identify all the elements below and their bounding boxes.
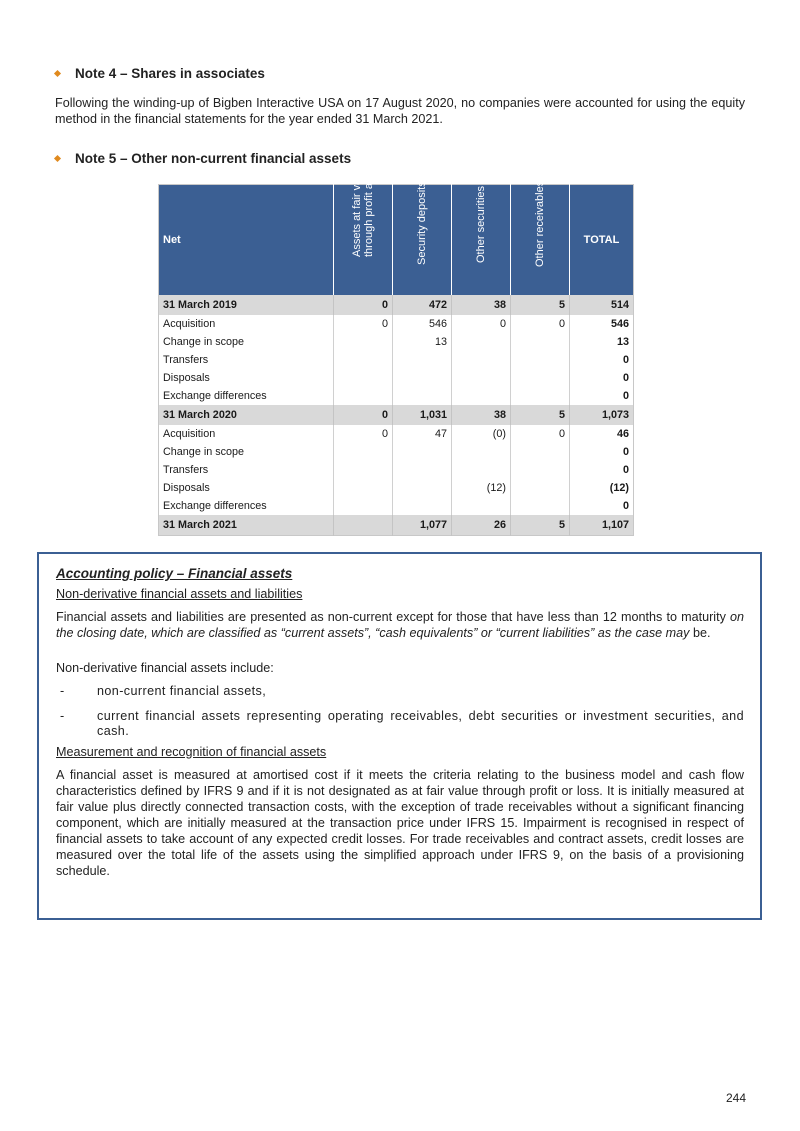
- cell-fair-value: [334, 479, 393, 497]
- row-label: 31 March 2021: [159, 515, 334, 536]
- note-5-heading: [55, 151, 351, 166]
- cell-other-receivables: [511, 351, 570, 369]
- row-label: Change in scope: [159, 443, 334, 461]
- cell-total: 546: [610, 318, 629, 330]
- accounting-policy-box: [37, 552, 762, 920]
- cell-other-receivables: [511, 461, 570, 479]
- cell-other-receivables: [511, 479, 570, 497]
- cell-other-securities: (0): [452, 425, 511, 443]
- col-header-other-receivables: [511, 180, 570, 296]
- row-label: Exchange differences: [159, 387, 334, 405]
- table-row: [159, 497, 634, 515]
- list-item: [56, 709, 744, 740]
- policy-p1-italic: on the closing date, which are classified as “current assets”, “cash equivalents” or “current liabilities” as the case may: [56, 610, 745, 640]
- table-row-subtotal: [159, 405, 634, 425]
- cell-fair-value: [334, 497, 393, 515]
- cell-total: 1,107: [570, 515, 634, 536]
- cell-total: 0: [622, 464, 629, 476]
- cell-other-securities: [452, 387, 511, 405]
- dash-bullet: -: [60, 684, 65, 698]
- table-row-subtotal: [159, 295, 634, 315]
- cell-fair-value: 0: [334, 315, 393, 333]
- cell-security-deposits: [393, 461, 452, 479]
- policy-subheading-measurement: Measurement and recognition of financial assets: [56, 744, 327, 759]
- cell-fair-value: [334, 443, 393, 461]
- policy-title: Accounting policy – Financial assets: [56, 566, 293, 581]
- col-header-security-deposits-text: Security deposits: [416, 181, 428, 265]
- cell-other-receivables: 5: [511, 405, 570, 425]
- cell-fair-value: 0: [334, 295, 393, 315]
- cell-other-receivables: 5: [511, 295, 570, 315]
- col-header-security-deposits: [393, 181, 452, 296]
- note-5-heading-text: Note 5 – Other non-current financial assets: [75, 151, 352, 166]
- cell-security-deposits: 1,077: [393, 515, 452, 536]
- page-number: 244: [725, 1091, 746, 1105]
- cell-other-securities: [452, 369, 511, 387]
- cell-other-receivables: [511, 497, 570, 515]
- cell-other-securities: 38: [452, 295, 511, 315]
- col-header-net: Net: [159, 185, 334, 296]
- cell-total: (12): [609, 482, 629, 494]
- cell-security-deposits: 1,031: [393, 405, 452, 425]
- policy-paragraph-measurement: A financial asset is measured at amortised cost if it meets the criteria relating to the business model and cash flow characteristics defined by IFRS 9 and if it is not designated as at fair value through profit or loss. It is initially measured at fair value plus directly connected transaction costs, with the exception of trade receivables without a significant financing component, which are initially measured at the transaction price under IFRS 15. Impairment is recognised in respect of financial assets to take account of any expected credit losses. For trade receivables and contract assets, credit losses are measured over the total life of the assets using the simplified approach under IFRS 9, on the basis of a provisioning schedule.: [56, 767, 744, 878]
- policy-paragraph-include: Non-derivative financial assets include:: [56, 661, 274, 675]
- cell-total: 0: [622, 446, 629, 458]
- cell-total: 0: [622, 500, 629, 512]
- policy-list: [56, 684, 744, 740]
- row-label: Exchange differences: [159, 497, 334, 515]
- cell-other-receivables: 0: [511, 315, 570, 333]
- col-header-other-receivables-text: Other receivables: [534, 180, 546, 267]
- cell-fair-value: [334, 387, 393, 405]
- cell-total: 1,073: [570, 405, 634, 425]
- cell-security-deposits: 546: [393, 315, 452, 333]
- cell-other-securities: 38: [452, 405, 511, 425]
- row-label: Disposals: [159, 479, 334, 497]
- table-row-subtotal: [159, 515, 634, 536]
- policy-paragraph-classification: [56, 609, 744, 641]
- cell-fair-value: 0: [334, 425, 393, 443]
- note-4-heading-text: Note 4 – Shares in associates: [75, 66, 265, 81]
- cell-other-receivables: [511, 369, 570, 387]
- col-header-total: TOTAL: [570, 185, 634, 296]
- col-header-other-securities: [452, 185, 511, 296]
- cell-other-securities: [452, 443, 511, 461]
- note-4-paragraph: Following the winding-up of Bigben Interactive USA on 17 August 2020, no companies were accounted for using the equity method in the financial statements for the year ended 31 March 2021.: [55, 96, 745, 126]
- row-label: Acquisition: [159, 425, 334, 443]
- cell-security-deposits: 13: [393, 333, 452, 351]
- row-label: Disposals: [159, 369, 334, 387]
- cell-fair-value: [334, 333, 393, 351]
- cell-security-deposits: [393, 443, 452, 461]
- cell-other-securities: [452, 351, 511, 369]
- col-header-other-securities-text: Other securities: [475, 185, 487, 263]
- cell-security-deposits: 47: [393, 425, 452, 443]
- dash-bullet: -: [60, 708, 65, 723]
- table-row: [159, 461, 634, 479]
- list-item-text: non-current financial assets,: [97, 684, 267, 698]
- table-row: [159, 479, 634, 497]
- table-row: [159, 443, 634, 461]
- cell-other-securities: [452, 497, 511, 515]
- cell-total: 0: [622, 354, 629, 366]
- table-row: [159, 369, 634, 387]
- cell-other-securities: (12): [452, 479, 511, 497]
- row-label: 31 March 2020: [159, 405, 334, 425]
- col-header-fair-value: [334, 148, 393, 296]
- note-4-heading: [55, 66, 265, 81]
- table-row: [159, 315, 634, 333]
- row-label: Change in scope: [159, 333, 334, 351]
- cell-fair-value: [334, 369, 393, 387]
- row-label: Transfers: [159, 461, 334, 479]
- list-item: [56, 684, 744, 700]
- cell-other-receivables: [511, 443, 570, 461]
- cell-security-deposits: [393, 351, 452, 369]
- cell-other-securities: 0: [452, 315, 511, 333]
- row-label: Acquisition: [159, 315, 334, 333]
- diamond-bullet-icon: [54, 155, 61, 162]
- table-row: [159, 333, 634, 351]
- policy-p1-normal: Financial assets and liabilities are presented as non-current except for those that have less than 12 months to maturity: [56, 610, 726, 624]
- cell-other-securities: [452, 461, 511, 479]
- cell-fair-value: [334, 461, 393, 479]
- policy-subheading-non-derivative: Non-derivative financial assets and liabilities: [56, 587, 303, 601]
- cell-fair-value: [334, 351, 393, 369]
- cell-security-deposits: [393, 387, 452, 405]
- list-item-text: current financial assets representing operating receivables, debt securities or investment securities, and cash.: [97, 708, 744, 738]
- cell-total: 514: [570, 295, 634, 315]
- cell-other-receivables: 0: [511, 425, 570, 443]
- cell-other-receivables: 5: [511, 515, 570, 536]
- cell-fair-value: [334, 515, 393, 536]
- row-label: 31 March 2019: [159, 295, 334, 315]
- cell-other-receivables: [511, 387, 570, 405]
- cell-total: 46: [616, 428, 629, 440]
- col-header-fair-value-line1: Assets at fair value: [351, 164, 363, 257]
- table-row: [159, 425, 634, 443]
- cell-security-deposits: 472: [393, 295, 452, 315]
- cell-other-receivables: [511, 333, 570, 351]
- row-label: Transfers: [159, 351, 334, 369]
- cell-total: 0: [622, 390, 629, 402]
- cell-security-deposits: [393, 479, 452, 497]
- table-row: [159, 351, 634, 369]
- cell-other-securities: 26: [452, 515, 511, 536]
- diamond-bullet-icon: [54, 70, 61, 77]
- cell-fair-value: 0: [334, 405, 393, 425]
- table-row: [159, 387, 634, 405]
- cell-security-deposits: [393, 497, 452, 515]
- cell-total: 13: [616, 336, 629, 348]
- policy-p1-end: be.: [692, 626, 711, 640]
- cell-total: 0: [622, 372, 629, 384]
- cell-security-deposits: [393, 369, 452, 387]
- cell-other-securities: [452, 333, 511, 351]
- col-header-fair-value-line2: through profit and loss: [363, 148, 375, 257]
